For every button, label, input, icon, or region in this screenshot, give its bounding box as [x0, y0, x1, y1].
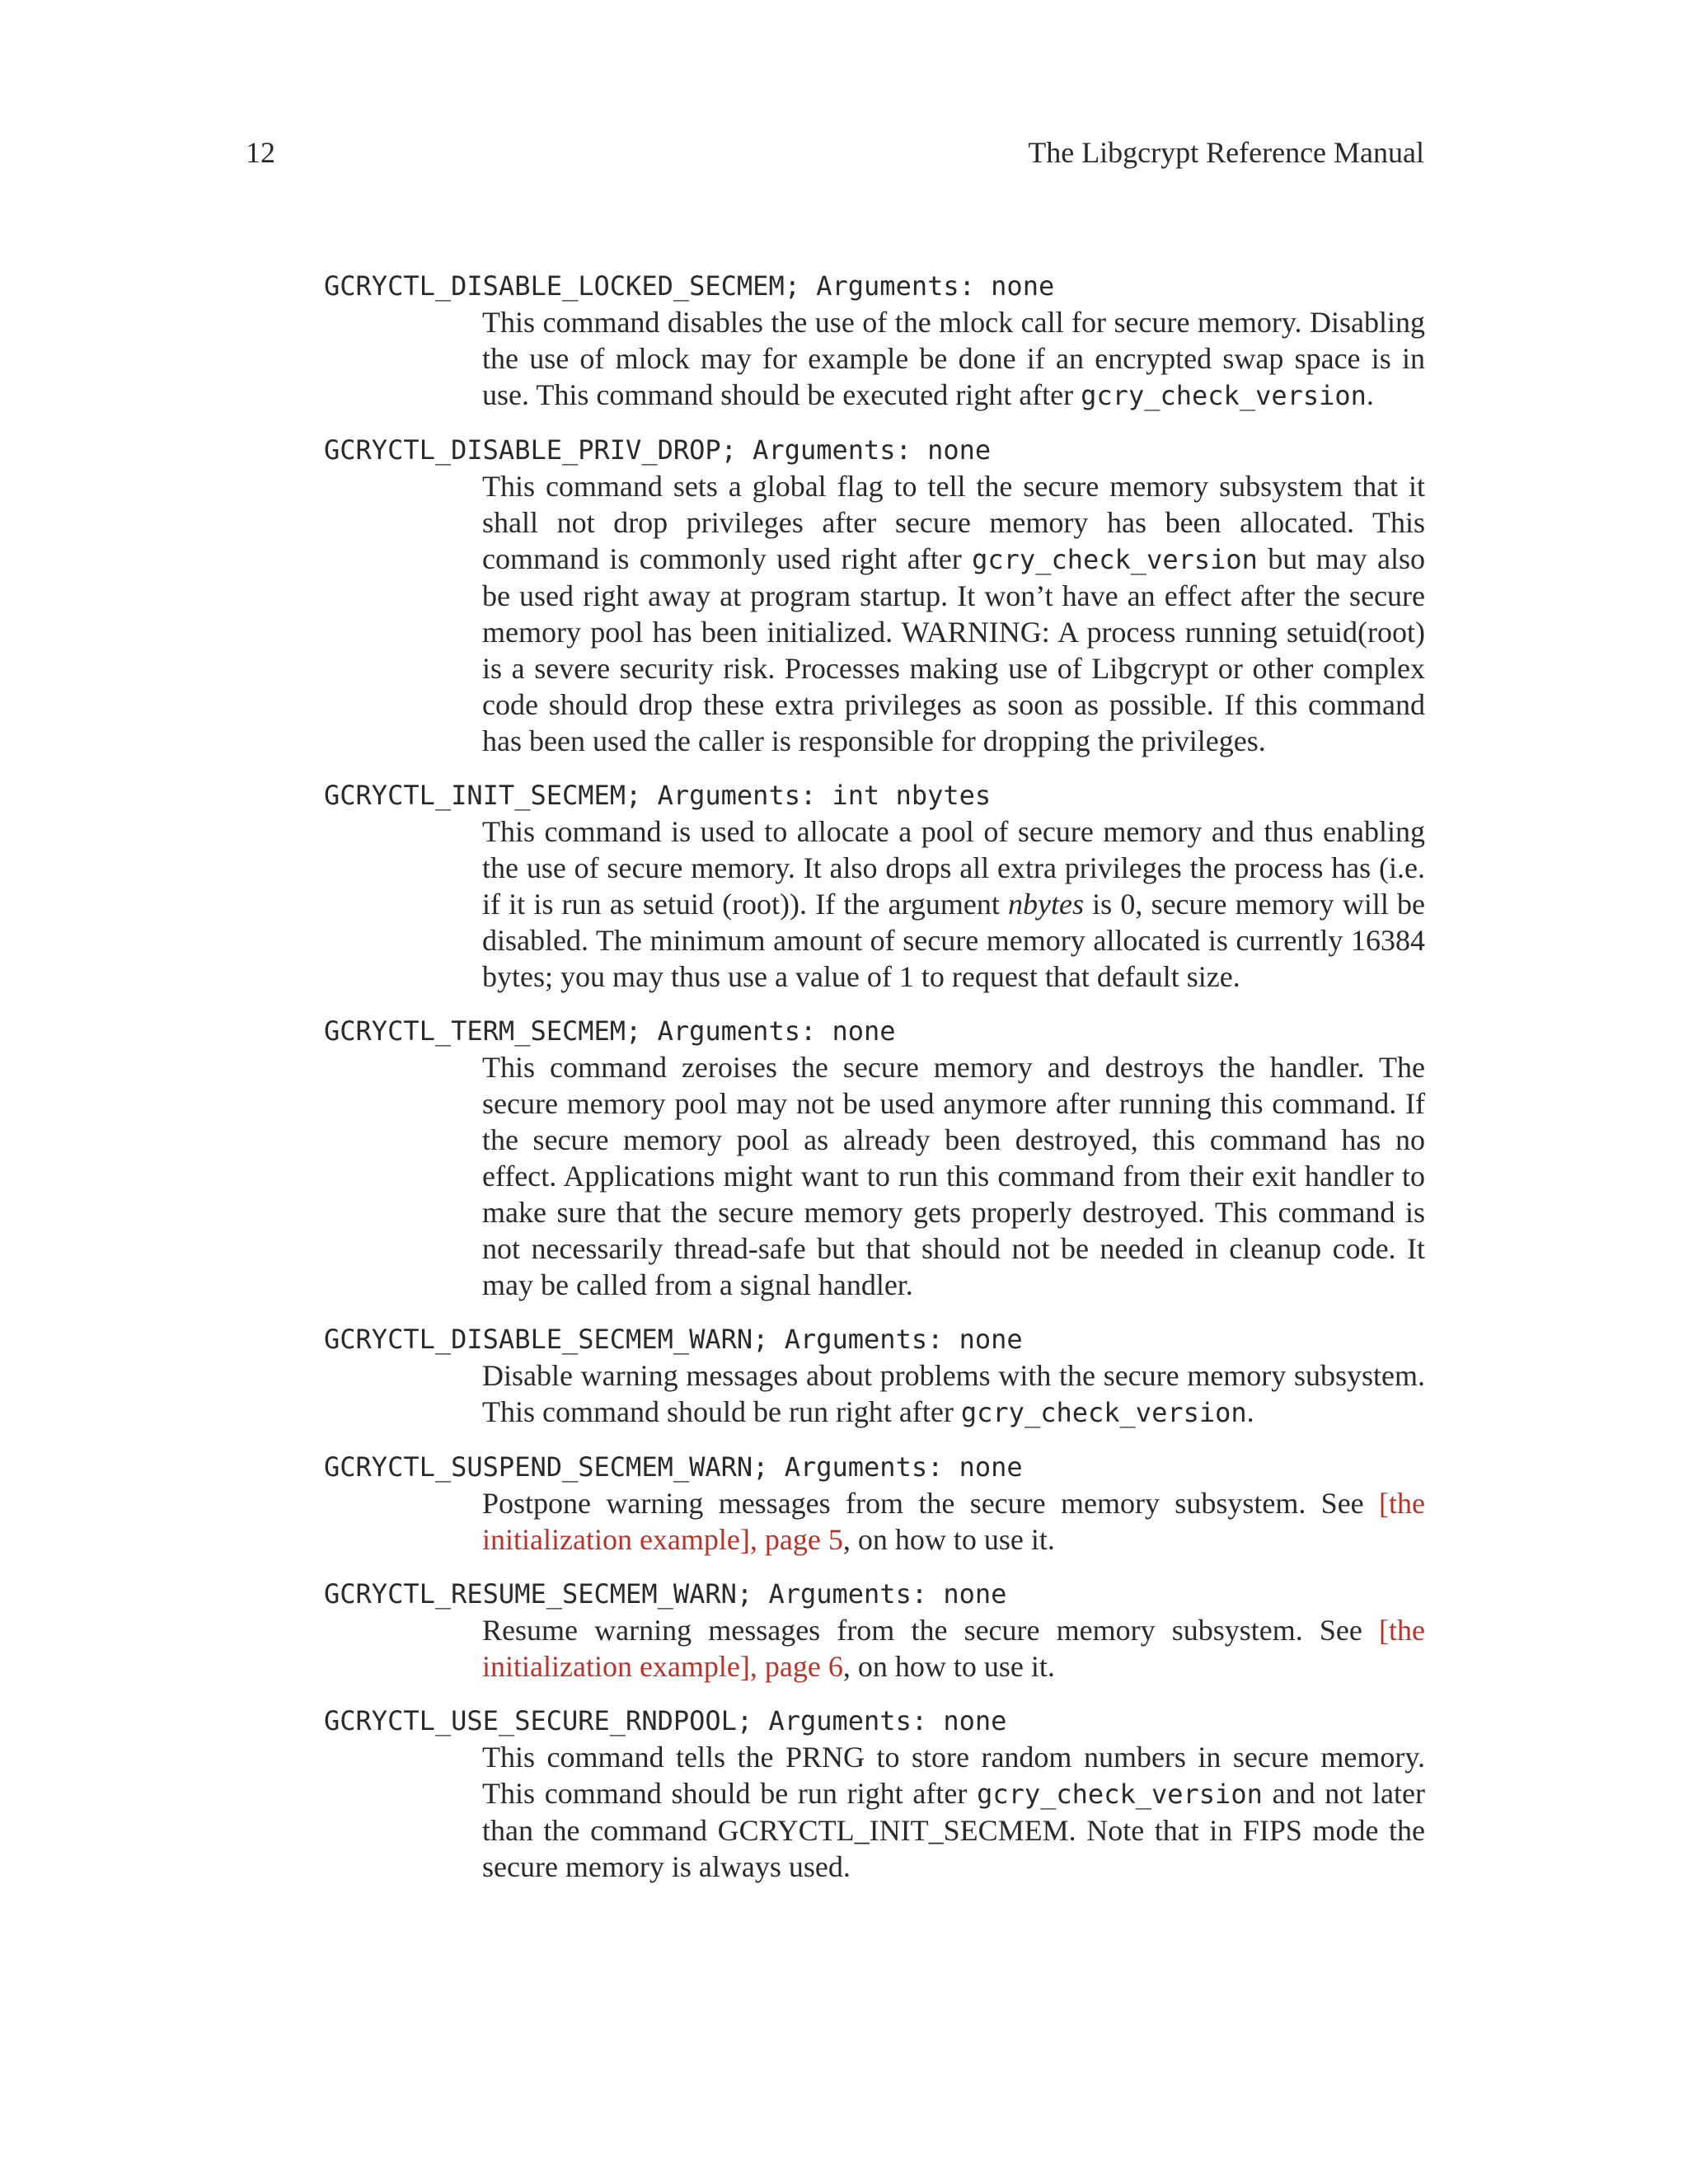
definition-description — [482, 304, 1425, 414]
definition-description — [482, 468, 1425, 759]
definition-description — [482, 1357, 1425, 1431]
inline-code: gcry_check_version — [977, 1779, 1263, 1810]
definition-entry — [324, 1576, 1425, 1685]
definition-term: GCRYCTL_TERM_SECMEM; Arguments: none — [324, 1015, 896, 1047]
inline-code: gcry_check_version — [1081, 380, 1367, 411]
page-number: 12 — [246, 136, 275, 169]
description-text: , on how to use it. — [842, 1650, 1055, 1683]
definition-term: GCRYCTL_DISABLE_SECMEM_WARN; Arguments: none — [324, 1324, 1023, 1355]
definition-term: GCRYCTL_SUSPEND_SECMEM_WARN; Arguments: none — [324, 1451, 1023, 1483]
description-text: and not later than the command GCRYCTL_INIT_SECMEM. Note that in FIPS mode the secure memory is always used. — [482, 1777, 1425, 1883]
inline-code: gcry_check_version — [960, 1397, 1247, 1428]
definition-term: GCRYCTL_INIT_SECMEM; Arguments: int nbytes — [324, 780, 992, 811]
definition-entry — [324, 1703, 1425, 1885]
description-text: This command zeroises the secure memory and destroys the handler. The secure memory pool may not be used anymore after running this command. If the secure memory pool as already been destroyed, this command has no effect. Applications might want to run this command from their exit handler to make sure that the secure memory gets properly destroyed. This command is not necessarily thread-safe but that should not be needed in cleanup code. It may be called from a signal handler. — [482, 1051, 1425, 1301]
definition-list — [324, 268, 1425, 1903]
inline-code: gcry_check_version — [972, 544, 1258, 575]
definition-entry — [324, 1321, 1425, 1431]
definition-description — [482, 1739, 1425, 1885]
description-text: but may also be used right away at program startup. It won’t have an effect after the secure memory pool has been initialized. WARNING: A process running setuid(root) is a severe security risk. Processes making use of Libgcrypt or other complex code should drop these extra privileges as soon as possible. If this command has been used the caller is responsible for dropping the privileges. — [482, 542, 1425, 757]
description-text: . — [1366, 378, 1374, 411]
description-text: Postpone warning messages from the secure memory subsystem. See — [482, 1487, 1380, 1520]
description-text: Resume warning messages from the secure memory subsystem. See — [482, 1614, 1380, 1647]
definition-entry — [324, 268, 1425, 414]
page-header — [246, 132, 1424, 173]
definition-description — [482, 813, 1425, 995]
definition-description — [482, 1612, 1425, 1685]
definition-entry — [324, 1013, 1425, 1303]
definition-term: GCRYCTL_DISABLE_LOCKED_SECMEM; Arguments: none — [324, 270, 1055, 302]
definition-term: GCRYCTL_RESUME_SECMEM_WARN; Arguments: none — [324, 1578, 1007, 1610]
definition-entry — [324, 777, 1425, 995]
description-text: Disable warning messages about problems with the secure memory subsystem. This command should be run right after — [482, 1359, 1425, 1428]
description-text: . — [1246, 1395, 1254, 1428]
description-text: This command sets a global flag to tell the secure memory subsystem that it shall not drop privileges after secure memory has been allocated. This command is commonly used right after — [482, 470, 1425, 575]
emphasis-text: nbytes — [1008, 888, 1084, 921]
running-title: The Libgcrypt Reference Manual — [1028, 136, 1424, 169]
cross-reference-link[interactable]: [the initialization example], page 5 — [482, 1487, 1425, 1556]
definition-entry — [324, 1449, 1425, 1558]
description-text: This command disables the use of the mlock call for secure memory. Disabling the use of mlock may for example be done if an encrypted swap space is in use. This command should be executed right after — [482, 306, 1425, 411]
description-text: This command tells the PRNG to store random numbers in secure memory. This command should be run right after — [482, 1741, 1425, 1810]
description-text: This command is used to allocate a pool of secure memory and thus enabling the use of secure memory. It also drops all extra privileges the process has (i.e. if it is run as setuid (root)). If the argument — [482, 815, 1425, 921]
cross-reference-link[interactable]: [the initialization example], page 6 — [482, 1614, 1425, 1683]
definition-entry — [324, 432, 1425, 759]
definition-term: GCRYCTL_USE_SECURE_RNDPOOL; Arguments: none — [324, 1705, 1007, 1736]
definition-description — [482, 1049, 1425, 1303]
description-text: , on how to use it. — [842, 1523, 1055, 1556]
definition-description — [482, 1485, 1425, 1558]
definition-term: GCRYCTL_DISABLE_PRIV_DROP; Arguments: none — [324, 434, 992, 466]
description-text: is 0, secure memory will be disabled. The minimum amount of secure memory allocated is currently 16384 bytes; you may thus use a value of 1 to request that default size. — [482, 888, 1425, 993]
